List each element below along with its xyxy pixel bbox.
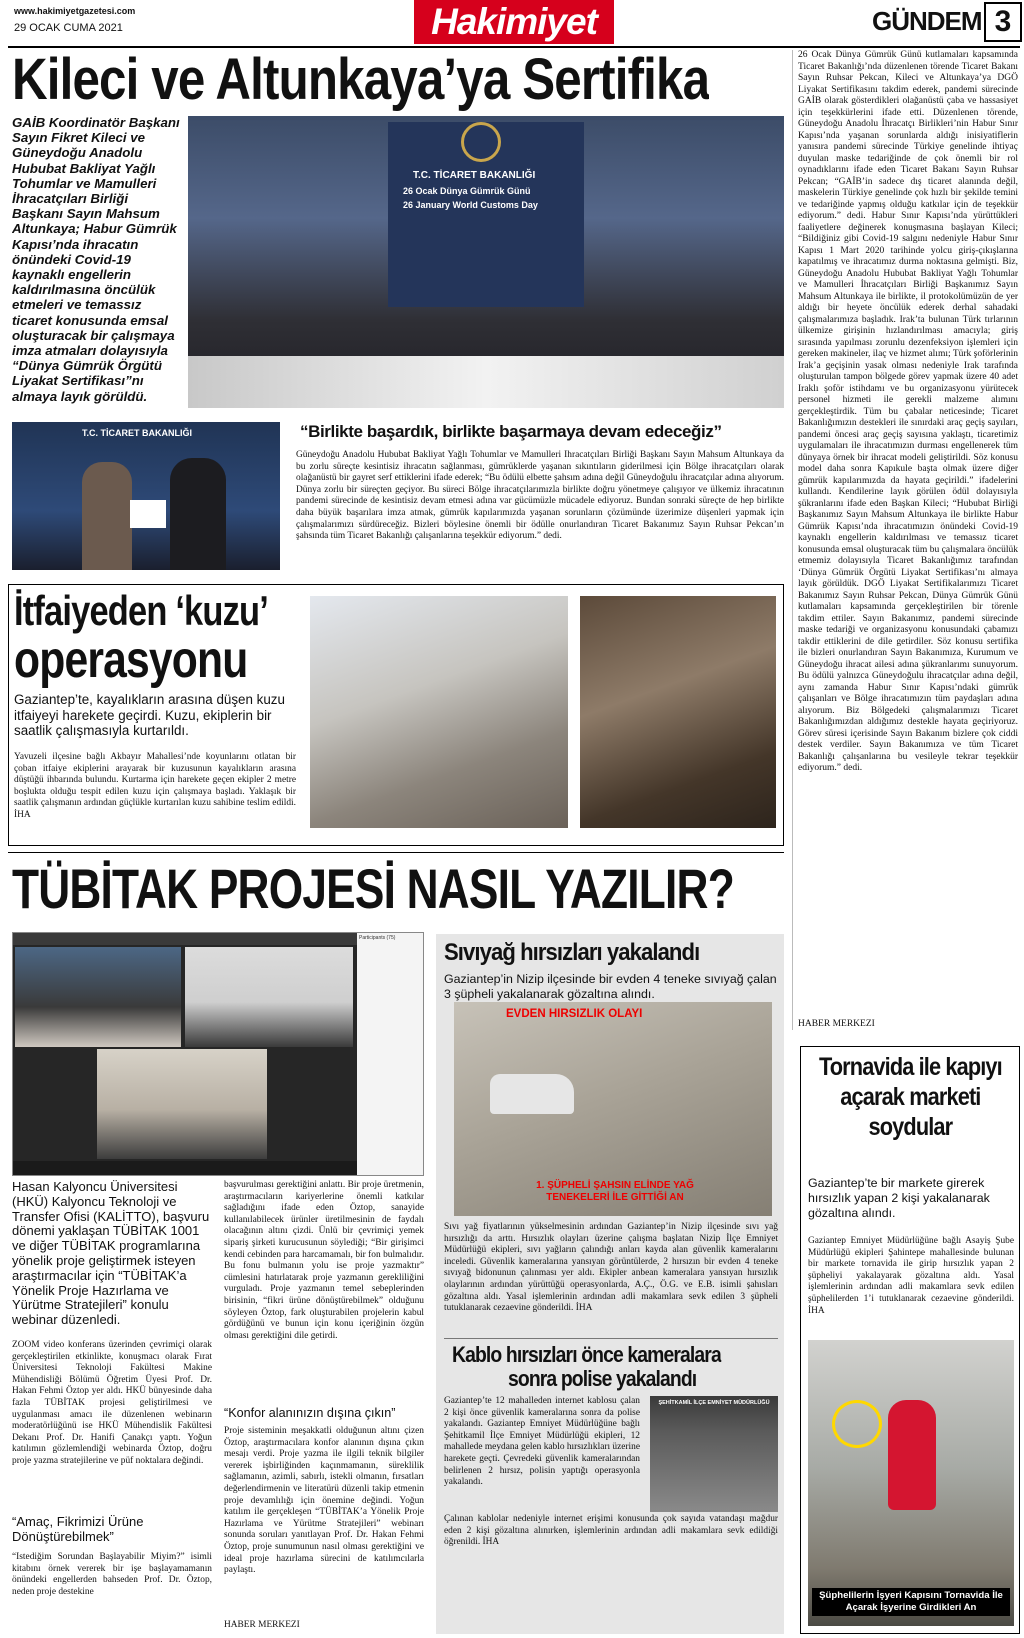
- story6-body: Gaziantep Emniyet Müdürlüğüne bağlı Asayiş Şube Müdürlüğü ekipleri Şahintepe mahallesinde bulunan bir markete tornavida ile girip hırsızlık yapan 2 şüpheliyi yakalayarak gözaltına aldı. Yasal işlemlerinin ardından adli makamlara sevk edilen şüphelilerden 1’i tutuklanarak cezaevine gönderildi. İHA: [808, 1236, 1014, 1316]
- store-cctv-caption: Şüphelilerin İşyeri Kapısını Tornavida İle Açarak İşyerine Girdikleri An: [812, 1588, 1010, 1616]
- video-tile-3: [97, 1049, 267, 1159]
- story3-subhead-2: “Konfor alanınızın dışına çıkın”: [224, 1406, 396, 1420]
- story2-body: Yavuzeli ilçesine bağlı Akbayır Mahallesi’nde koyunlarını otlatan bir çoban itfaiye ekiplerini arayarak bir kuzusunun kayalıkların arasına düştüğü ihbarında bulundu. Kurtarma için harekete geçen ekipler 2 metre boşlukta olduğu tespit edilen kuzu için çalışmaya başladı. Yaklaşık bir saatlik çalışmanın ardından güçlükle kurtarılan kuzu sahibine teslim edildi. İHA: [14, 752, 296, 820]
- story2-title-2: operasyonu: [14, 632, 248, 688]
- story5-title-1: Kablo hırsızları önce kameralara: [452, 1342, 721, 1367]
- story4-lead: Gaziantep’in Nizip ilçesinde bir evden 4 teneke sıvıyağ çalan 3 şüpheli yakalanarak gözaltına alındı.: [444, 972, 777, 1001]
- story3-col2b: Proje sisteminin meşakkatli olduğunun altını çizen Öztop, araştırmacılara konfor alanının dışına çıkın mesajı verdi. Proje yazma ile ilgili teknik bilgiler vererek işbirliğinden kaçınmamanın, süreklilik sağlamanın, azimli, sabırlı, istekli olmanın, fırsatları değerlendirmenin ve literatürü düzenli takip etmenin proje devamlılığı için önemine değindi. Yoğun katılım ile gerçekleşen “TÜBİTAK’a Yönelik Proje Hazırlama ve Yürütme Stratejileri” webinarı sonunda soruları yanıtlayan Prof. Dr. Hakan Fehmi Öztop, proje sunumunun nasıl olması gerektiğini ve ideal proje hazırlama sürecini de katılımcılarla paylaştı.: [224, 1426, 424, 1576]
- zoom-screenshot: [12, 932, 424, 1176]
- store-cctv-photo: [808, 1340, 1014, 1626]
- photo-banner-1: T.C. TİCARET BAKANLIĞI: [413, 170, 536, 181]
- story3-col1b: “İstediğim Sorundan Başlayabilir Miyim?” isimli kitabını örnek vererek bir işe başlayamamanın önündeki engellerden bahseden Prof. Dr. Öztop, neden proje destekine: [12, 1552, 212, 1597]
- story3-col2: başvurulması gerektiğini anlattı. Bir proje üretmenin, araştırmacıların kariyerlerine önemli katkılar sağladığını ifade eden Öztop, sanayide kullanılabilecek ürünler üretilmesinin de faydalı olacağının altını çizdi. Ünlü bir çevrimiçi yemek sipariş şirketi kurucusunun söylediği; “Bir girişimci kendi cebinden para harcamamalı, bir fon bulmalıdır. Bu fonu bulmanın yolu ise proje yazmaktır” cümlesini hatırlatarak proje yazmanın gerekliliğini vurguladı. Proje yazmanın temel sebeplerinden birisinin, “fikri ürüne dönüştürebilmek” olduğunu söyleyen Öztop, fark oluşturabilen projelerin kabul gördüğünü ve bunun için konu içeriğinin özgün olması gerektiğini dile getirdi.: [224, 1180, 424, 1341]
- section-label: GÜNDEM: [872, 6, 982, 36]
- award-photo-banner: T.C. TİCARET BAKANLIĞI: [82, 428, 192, 438]
- logo: [414, 0, 614, 44]
- participants-title: Participants (75): [359, 935, 396, 941]
- issue-date: 29 OCAK CUMA 2021: [14, 22, 123, 34]
- story1-right-column: 26 Ocak Dünya Gümrük Günü kutlamaları kapsamında Ticaret Bakanlığı’nda düzenlenen törende Ticaret Bakanı Sayın Ruhsar Pekcan, Kileci ve Altunkaya’ya DGÖ Liyakat Sertifikasını takdim ederek, pandemi sürecinde GAİB olarak gösterdikleri olağanüstü çaba ve hassasiyet için teşekkürlerini ifade etti. Düzenlenen törende, Güneydoğu Anadolu İhracatçı Birlikleri’nin Habur Sınır Kapısı’nda yaşanan sorunlarda aldığı inisiyatiflerin yanısıra pandemi sürecinde Türkiye genelinde ihtiyaç duyulan maske tedariğinde de çok önemli bir rol oynadıklarını ifade eden Ticaret Bakanı Sayın Ruhsar Pekcan; “GAİB’in sadece dış ticaret alanında değil, maskelerin Türkiye genelinde çok hızlı bir şekilde temini ve tedariğinde yapmış olduğu katkılar için de teşekkür ediyorum.” dedi. Habur Sınır Kapısı’nda yürüttükleri faaliyetlere değinerek konuşmasına başlayan Kileci; “Bildiğiniz gibi Covid-19 salgını nedeniyle Habur Sınır Kapısı 1 Mart 2020 tarihinde yolcu giriş-çıkışlarına kapatılmış ve ihracatımız durma noktasına gelmişti. Biz, Güneydoğu Anadolu Hububat Bakliyat Yağlı Tohumlar ve Mamulleri İhracatçıları Birliği Başkanımız Sayın Mahsum Altunkaya ile birlikte, il protokolümüzün de yer aldığı bir heyete öncülük ederek derhal sahadaki çalışmalarımıza başladık. Irak’ta bulunan Türk tırlarının ülkemize girişinin hızlandırılması amacıyla; giriş sırasında yapılması zorunlu dezenfeksiyon işlemleri için gereken makineler, ilaç ve hizmet alımı; Türk şoförlerinin Irak’a geçişinin yasak olması nedeniyle Irak tarafında oluşturulan tampon bölgede görev yapmak üzere 40 adet Iraklı şoför istihdamı ve bu organizasyonu yürütecek personel hizmeti ile gerekli malzeme alımını gerçekleştirdik. Tüm bu çabalar neticesinde; Ticaret Bakanlığımızın destekleri ile sınırdaki araç geçiş sayıları, pandemi öncesi araç geçiş sayısına yaklaştı, ticaretimiz uygulamaları ile ihracatımızın durması engellenerek tüm dünyaya örnek bir ihracat modeli geliştirildi. Söz konusu model daha sonra Kapıkule başta olmak üzere diğer gümrük kapılarımızda da hayata geçirildi.” ifadelerini kullandı. Kendilerine layık görülen ödül dolayısıyla şükranlarını ifade eden Başkan Kileci; “Hububat Birliği Başkanımız Sayın Mahsum Altunkaya ile birlikte Habur Gümrük Kapısı’nda ihracatımızın önündeki Covid-19 kaynaklı engellerin kaldırılması ve temassız ticaret konusunda emsal oluşturacak tüm bu çalışmalara öncülük etmemiz dolayısıyla Ticaret Bakanlığımız tarafından ‘Dünya Gümrük Örgütü Liyakat Sertifikası’nı almaya layık görüldük. DGÖ Liyakat Sertifikalarımızı Ticaret Bakanımız Sayın Ruhsar Pekcan, Dünya Gümrük Günü kutlamaları kapsamında gerçekleştirilen bir törenle takdim ettiler. Sayın Bakanımız, pandemi sürecinde maske tedariği ve organizasyonu konusundaki çabamızı takdir ettiklerini de dile getirdiler. Söz konusu sertifika ile bizleri onurlandıran Sayın Bakanımıza, Kurumum ve Güneydoğu ihracat ailesi adına şükranlarımı sunuyorum. Bu ödülü yalnızca Güneydoğulu ihracatçılar adına değil, aynı zamanda Habur Sınır Kapısı’ndaki gümrük çalışanları ve Bölge ihracatımızın tüm paydaşları adına alıyorum. Biz Bölgedeki çalışmalarımızı Ticaret Bakanlığımızdan aldığımız destekle hayata geçiriyoruz. Görev süresi içerisinde Sayın Bakanım bizlere çok ciddi destek verdiler. Sayın Bakanımıza ve tüm Ticaret Bakanlığı çalışanlarına bu vesileyle tekrar teşekkür ediyorum.” dedi.: [798, 50, 1018, 773]
- participants-panel: [357, 933, 423, 1175]
- story1-lead: GAİB Koordinatör Başkanı Sayın Fikret Kileci ve Güneydoğu Anadolu Hububat Bakliyat Yağlı Tohumlar ve Mamulleri İhracatçıları Birliği Başkanı Sayın Mahsum Altunkaya; Habur Gümrük Kapısı’nda ihracatın önündeki Covid-19 kaynaklı engellerin kaldırılmasına öncülük etmeleri ve temassız ticaret konusunda emsal oluşturacak bir çalışmaya imza atmaları dolayısıyla “Dünya Gümrük Örgütü Liyakat Sertifikası”nı almaya layık görüldü.: [12, 115, 180, 404]
- headline-story3: TÜBİTAK PROJESİ NASIL YAZILIR?: [12, 858, 734, 920]
- site-url: www.hakimiyetgazetesi.com: [14, 6, 136, 16]
- story6-title: Tornavida ile kapıyı açarak marketi soydular: [818, 1053, 1002, 1141]
- police-sign: ŞEHİTKAMİL İLÇE EMNİYET MÜDÜRLÜĞÜ: [658, 1400, 770, 1406]
- story3-byline: HABER MERKEZİ: [224, 1620, 300, 1630]
- ceremony-photo: [188, 116, 784, 408]
- story5-body: Gaziantep’te 12 mahalleden internet kablosu çalan 2 kişi önce güvenlik kameralarına sonra da polise yakalandı. Gaziantep Emniyet Müdürlüğüne bağlı Şehitkamil İlçe Emniyet Müdürlüğü ekipleri, 12 mahallede meydana gelen kablo hırsızlıkları üzerine harekete geçti. Çevredeki güvenlik kameralarından belirlenen 2 hırsız, polisin yaptığı operasyonla yakalandı.: [444, 1396, 640, 1488]
- story1-quote: “Birlikte başardık, birlikte başarmaya devam edeceğiz”: [300, 422, 722, 441]
- cctv-caption-2: 1. ŞÜPHELİ ŞAHSIN ELİNDE YAĞ TENEKELERİ İLE GİTTİĞİ AN: [536, 1180, 694, 1203]
- story2-title-1: İtfaiyeden ‘kuzu’: [14, 588, 268, 634]
- story3-lead: Hasan Kalyoncu Üniversitesi (HKÜ) Kalyoncu Teknoloji ve Transfer Ofisi (KALİTTO), başvuru dönemi yaklaşan TÜBİTAK 1001 ve diğer TÜBİTAK programlarına yönelik proje geliştirmek isteyen araştırmacılar için “TÜBİTAK’a Yönelik Proje Hazırlama ve Yürütme Stratejileri” konulu webinar düzenledi.: [12, 1180, 210, 1328]
- story3-subhead-1: “Amaç, Fikrimizi Ürüne Dönüştürebilmek”: [12, 1514, 144, 1544]
- headline-story1: Kileci ve Altunkaya’ya Sertifika: [12, 48, 710, 112]
- story5-body2: Çalınan kablolar nedeniyle internet erişimi konusunda çok sayıda vatandaşı mağdur eden 2 kişi gözaltına alınırken, işlemlerinin ardından adli makamlara sevk edildiği öğrenildi. İHA: [444, 1514, 778, 1548]
- story2-lead: Gaziantep’te, kayalıkların arasına düşen kuzu itfaiyeyi harekete geçirdi. Kuzu, ekiplerin bir saatlik çalışmasıyla kurtarıldı.: [14, 692, 285, 738]
- story4-body: Sıvı yağ fiyatlarının yükselmesinin ardından Gaziantep’in Nizip ilçesinde sıvı yağ hırsızlığı da arttı. Hırsızlık olayları üzerine çalışma başlatan Nizip İlçe Emniyet Müdürlüğü ekipleri, sıvı yağların çalındığı anları kayda alan güvenlik kameralarını inceledi. Güvenlik kameralarına yansıyan görüntülerde, 2 hırsızın bir evden 4 teneke sıvıyağ bidonunun çalınması yer aldı. Ekipler anbean kameralara yansıyan hırsızlık olaylarının ardından yürüttüğü operasyonlarda, A.Ç., Ö.G. ve E.B. isimli şahısları gözaltına aldı. Yasal işlemlerinin ardından adli makamlara sevk edilen 3 şüpheli tutuklanarak cezaevine gönderildi. İHA: [444, 1222, 778, 1314]
- story5-title-2: sonra polise yakalandı: [508, 1366, 697, 1391]
- award-photo: [12, 422, 280, 570]
- story3-col1: ZOOM video konferans üzerinden çevrimiçi olarak gerçekleştirilen etkinlikte, konuşmacı olarak Fırat Üniversitesi Teknoloji Fakültesi Makine Mühendisliği Bölümü Öğretim Üyesi Prof. Dr. Hakan Fehmi Öztop yer aldı. HKÜ bünyesinde daha fazla TÜBİTAK projesi geliştirilmesi ve uygulanması amacı ile düzenlenen webinarın moderatörlüğünü ise HKÜ Mühendislik Fakültesi Dekanı Prof. Dr. Hanifi Çanakçı yaptı. Yoğun katılımın gözlemlendiği webinarda Öztop, doğru proje yazma stratejilerine ve püf noktalara değindi.: [12, 1340, 212, 1466]
- column-divider: [792, 50, 793, 1030]
- story4-title: Sıvıyağ hırsızları yakalandı: [444, 939, 700, 966]
- police-photo: [650, 1396, 778, 1512]
- cctv-caption-1: EVDEN HIRSIZLIK OLAYI: [506, 1008, 643, 1020]
- video-tile-2: [185, 947, 353, 1047]
- section-rule: [8, 852, 784, 853]
- page-number: 3: [984, 2, 1022, 42]
- story6-lead: Gaziantep’te bir markete girerek hırsızlık yapan 2 kişi yakalanarak gözaltına alındı.: [808, 1176, 990, 1220]
- story1-body: Güneydoğu Anadolu Hububat Bakliyat Yağlı Tohumlar ve Mamulleri İhracatçıları Birliği Başkanı Sayın Mahsum Altunkaya da bu zorlu süreçte kesintisiz ihracatın sağlanması, gümrüklerde yaşanan sıkıntıların giderilmesi için Bölge ihracatçıları olarak olağanüstü bir gayret serf ettiklerini ifade ederek; “Bu ödülü elbette şahsım adına değil Güneydoğulu ihracatçılar adına alıyorum. Dünya zorlu bir süreçten geçiyor. Bu süreci Bölge ihracatçılarımızla birlikte doğru yönetmeye çalışıyor ve ülkemiz ihracatının pandemi sürecinde de kesintisiz devam etmesi adına var gücümüzle mücadele ediyoruz. Bundan sonraki süreçte de hep birlikte daha büyük başarılara imza atmak, gümrük kapılarımızda yaşanan sorunların çözümünde üzerimize düşenleri yapmak için çalışmalarımızı sürdüreceğiz. Bizleri böylesine önemli bir ödülle onurlandıran Ticaret Bakanımız Sayın Ruhsar Pekcan’ın şahsında tüm Ticaret Bakanlığı çalışanlarına teşekkür ediyorum.” dedi.: [296, 450, 784, 542]
- cctv-photo: [454, 1002, 772, 1216]
- rescue-photo-2: [580, 596, 776, 828]
- story1-byline: HABER MERKEZİ: [798, 1019, 875, 1029]
- box-rule: [444, 1338, 778, 1339]
- photo-banner-2: 26 Ocak Dünya Gümrük Günü: [403, 186, 531, 196]
- photo-banner-3: 26 January World Customs Day: [403, 200, 538, 210]
- rescue-photo-1: [310, 596, 568, 828]
- video-tile-1: [15, 947, 181, 1047]
- logo-text: Hakimiyet: [431, 1, 597, 42]
